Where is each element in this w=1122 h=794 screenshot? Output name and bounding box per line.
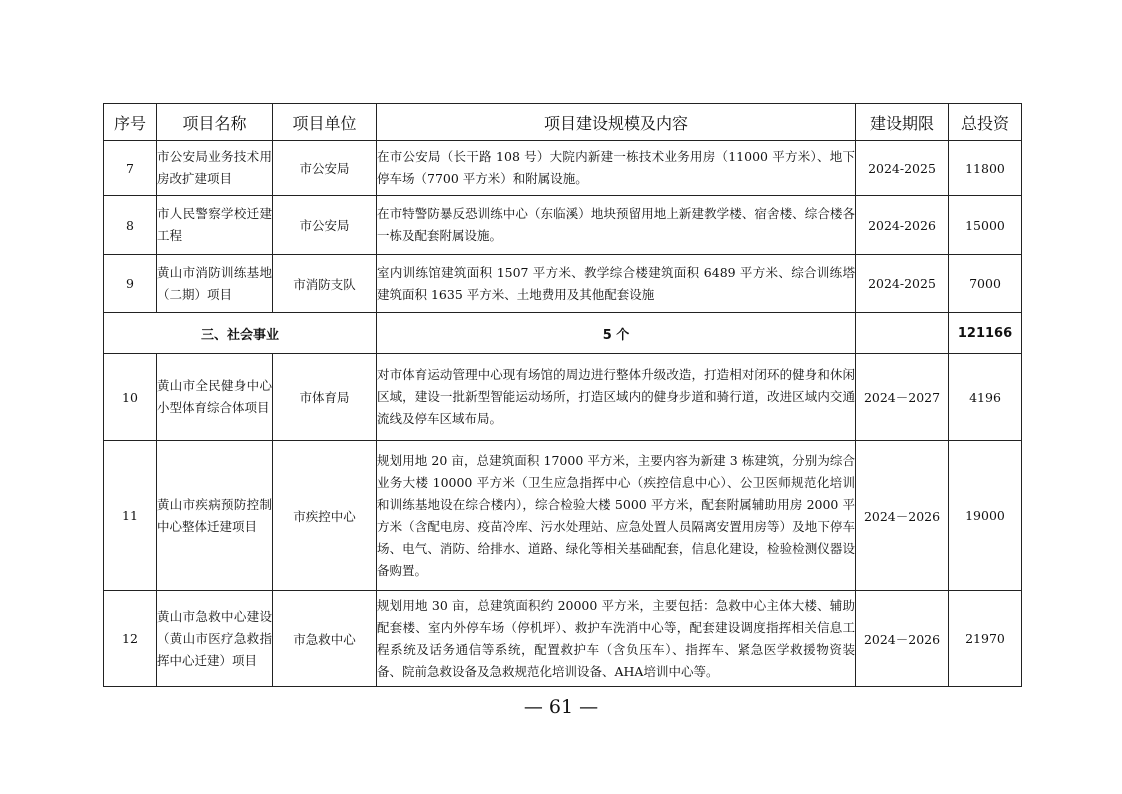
row-period: 2024－2026	[856, 441, 949, 591]
section-total: 121166	[949, 313, 1022, 354]
row-invest: 7000	[949, 255, 1022, 313]
section-period-empty	[856, 313, 949, 354]
header-period: 建设期限	[856, 104, 949, 141]
header-unit: 项目单位	[273, 104, 377, 141]
table-row	[104, 255, 1022, 313]
row-scope: 对市体育运动管理中心现有场馆的周边进行整体升级改造，打造相对闭环的健身和休闲区域，建设一批新型智能运动场所，打造区域内的健身步道和骑行道，改进区域内交通流线及停车区域布局。	[377, 354, 856, 441]
row-period: 2024－2027	[856, 354, 949, 441]
row-name: 黄山市消防训练基地（二期）项目	[157, 255, 273, 313]
row-period: 2024-2025	[856, 141, 949, 196]
section-title: 三、社会事业	[104, 313, 377, 354]
row-unit: 市消防支队	[273, 255, 377, 313]
header-no: 序号	[104, 104, 157, 141]
row-no: 12	[104, 591, 157, 687]
row-no: 10	[104, 354, 157, 441]
row-name: 市人民警察学校迁建工程	[157, 196, 273, 255]
header-name: 项目名称	[157, 104, 273, 141]
row-invest: 21970	[949, 591, 1022, 687]
table-row	[104, 141, 1022, 196]
row-no: 7	[104, 141, 157, 196]
row-name: 黄山市疾病预防控制中心整体迁建项目	[157, 441, 273, 591]
row-unit: 市体育局	[273, 354, 377, 441]
row-period: 2024-2025	[856, 255, 949, 313]
row-invest: 19000	[949, 441, 1022, 591]
project-table	[103, 103, 1022, 687]
table-row	[104, 354, 1022, 441]
row-name: 黄山市全民健身中心小型体育综合体项目	[157, 354, 273, 441]
page-number: — 61 —	[523, 696, 599, 718]
row-no: 11	[104, 441, 157, 591]
row-scope: 规划用地 30 亩，总建筑面积约 20000 平方米，主要包括：急救中心主体大楼、辅助配套楼、室内外停车场（停机坪）、救护车洗消中心等，配套建设调度指挥相关信息工程系统及话务通信等系统，配置救护车（含负压车）、指挥车、紧急医学救援物资装备、院前急救设备及急救规范化培训设备、AHA培训中心等。	[377, 591, 856, 687]
row-scope: 在市公安局（长干路 108 号）大院内新建一栋技术业务用房（11000 平方米）、地下停车场（7700 平方米）和附属设施。	[377, 141, 856, 196]
section-row	[104, 313, 1022, 354]
table-row	[104, 591, 1022, 687]
row-scope: 室内训练馆建筑面积 1507 平方米、教学综合楼建筑面积 6489 平方米、综合训练塔建筑面积 1635 平方米、土地费用及其他配套设施	[377, 255, 856, 313]
table-row	[104, 441, 1022, 591]
row-unit: 市公安局	[273, 196, 377, 255]
row-scope: 在市特警防暴反恐训练中心（东临溪）地块预留用地上新建教学楼、宿舍楼、综合楼各一栋及配套附属设施。	[377, 196, 856, 255]
row-no: 9	[104, 255, 157, 313]
row-unit: 市急救中心	[273, 591, 377, 687]
row-period: 2024－2026	[856, 591, 949, 687]
row-unit: 市公安局	[273, 141, 377, 196]
row-name: 市公安局业务技术用房改扩建项目	[157, 141, 273, 196]
header-invest: 总投资	[949, 104, 1022, 141]
row-invest: 4196	[949, 354, 1022, 441]
row-unit: 市疾控中心	[273, 441, 377, 591]
section-count: 5 个	[377, 313, 856, 354]
row-period: 2024-2026	[856, 196, 949, 255]
table-row	[104, 196, 1022, 255]
header-row	[104, 104, 1022, 141]
row-invest: 15000	[949, 196, 1022, 255]
header-scope: 项目建设规模及内容	[377, 104, 856, 141]
row-scope: 规划用地 20 亩，总建筑面积 17000 平方米，主要内容为新建 3 栋建筑，分别为综合业务大楼 10000 平方米（卫生应急指挥中心（疾控信息中心）、公卫医师规范化培训和训练基地设在综合楼内），综合检验大楼 5000 平方米，配套附属辅助用房 2000 平方米（含配电房、疫苗冷库、污水处理站、应急处置人员隔离安置用房等）及地下停车场、电气、消防、给排水、道路、绿化等相关基础配套，信息化建设，检验检测仪器设备购置。	[377, 441, 856, 591]
row-name: 黄山市急救中心建设（黄山市医疗急救指挥中心迁建）项目	[157, 591, 273, 687]
row-invest: 11800	[949, 141, 1022, 196]
row-no: 8	[104, 196, 157, 255]
